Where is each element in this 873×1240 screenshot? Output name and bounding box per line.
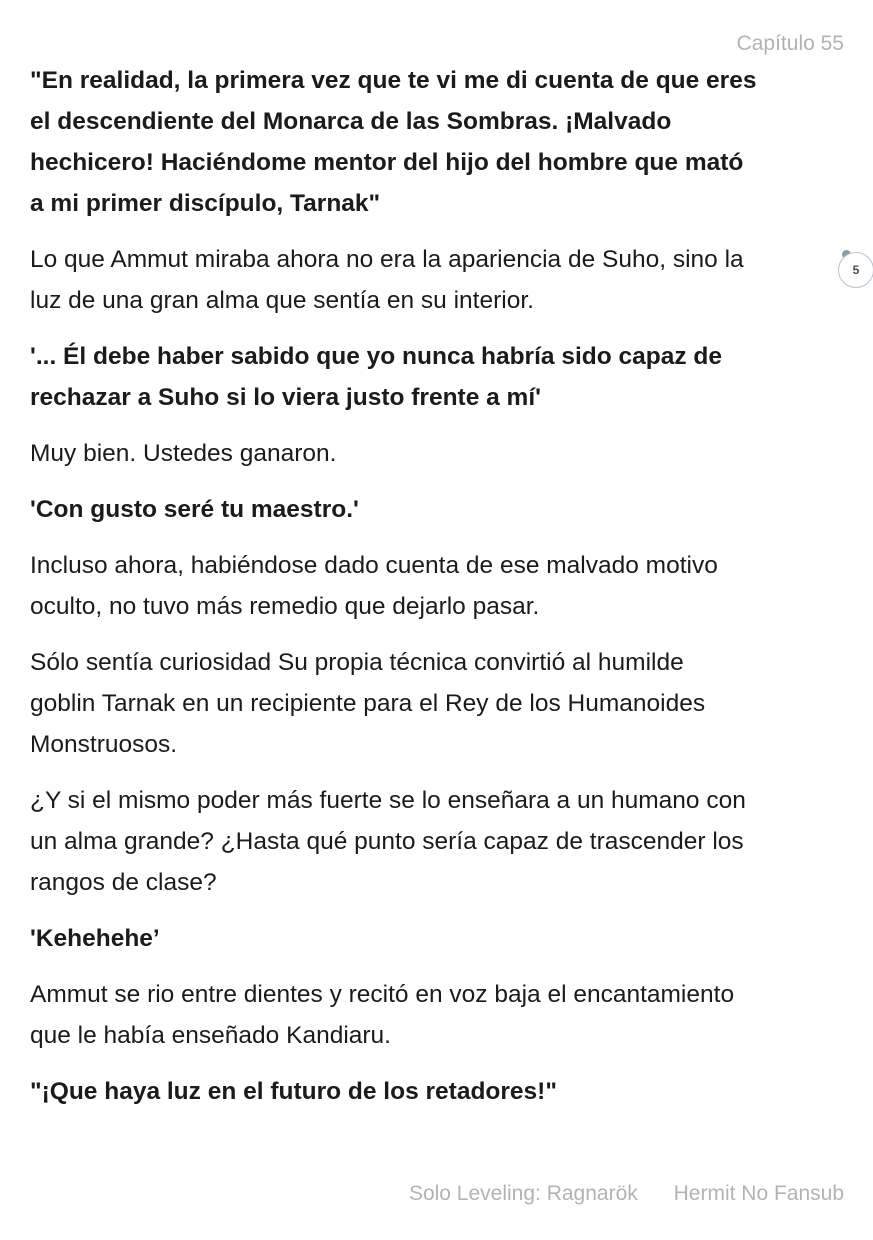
text-line: luz de una gran alma que sentía en su interior. (30, 287, 534, 314)
narration-paragraph (30, 545, 845, 627)
text-line: '... Él debe haber sabido que yo nunca habría sido capaz de (30, 343, 722, 370)
text-line: Lo que Ammut miraba ahora no era la apariencia de Suho, sino la (30, 246, 744, 273)
text-line: 'Con gusto seré tu maestro.' (30, 496, 359, 523)
text-line: rangos de clase? (30, 869, 217, 896)
narration-paragraph (30, 239, 845, 321)
text-line: Muy bien. Ustedes ganaron. (30, 440, 337, 467)
text-line: que le había enseñado Kandiaru. (30, 1022, 391, 1049)
text-line: goblin Tarnak en un recipiente para el Rey de los Humanoides (30, 690, 706, 717)
text-line: "En realidad, la primera vez que te vi me di cuenta de que eres (30, 67, 757, 94)
chapter-label: Capítulo 55 (736, 32, 844, 55)
dialogue-paragraph (30, 918, 845, 959)
narration-paragraph (30, 974, 845, 1056)
text-line: "¡Que haya luz en el futuro de los retadores!" (30, 1078, 557, 1105)
book-title: Solo Leveling: Ragnarök (408, 1182, 638, 1205)
translator-credit: Hermit No Fansub (673, 1182, 844, 1205)
text-line: rechazar a Suho si lo viera justo frente a mí' (30, 384, 541, 411)
text-line: 'Kehehehe’ (30, 925, 160, 952)
narration-paragraph (30, 780, 845, 903)
text-line: oculto, no tuvo más remedio que dejarlo pasar. (30, 593, 540, 620)
text-line: hechicero! Haciéndome mentor del hijo del hombre que mató (30, 149, 744, 176)
narration-paragraph (30, 433, 845, 474)
dialogue-paragraph (30, 336, 845, 418)
chapter-text (30, 60, 845, 1127)
narration-paragraph (30, 642, 845, 765)
dialogue-paragraph (30, 60, 845, 224)
dialogue-paragraph (30, 489, 845, 530)
dialogue-paragraph (30, 1071, 845, 1112)
text-line: a mi primer discípulo, Tarnak" (30, 190, 381, 217)
text-line: Monstruosos. (30, 731, 178, 758)
text-line: un alma grande? ¿Hasta qué punto sería capaz de trascender los (30, 828, 744, 855)
text-line: Ammut se rio entre dientes y recitó en voz baja el encantamiento (30, 981, 735, 1008)
text-line: Incluso ahora, habiéndose dado cuenta de ese malvado motivo (30, 552, 718, 579)
text-line: ¿Y si el mismo poder más fuerte se lo enseñara a un humano con (30, 787, 746, 814)
text-line: el descendiente del Monarca de las Sombras. ¡Malvado (30, 108, 672, 135)
text-line: Sólo sentía curiosidad Su propia técnica convirtió al humilde (30, 649, 684, 676)
page-footer (409, 1182, 844, 1206)
paragraph-comment-badge[interactable]: 5 (838, 252, 873, 288)
